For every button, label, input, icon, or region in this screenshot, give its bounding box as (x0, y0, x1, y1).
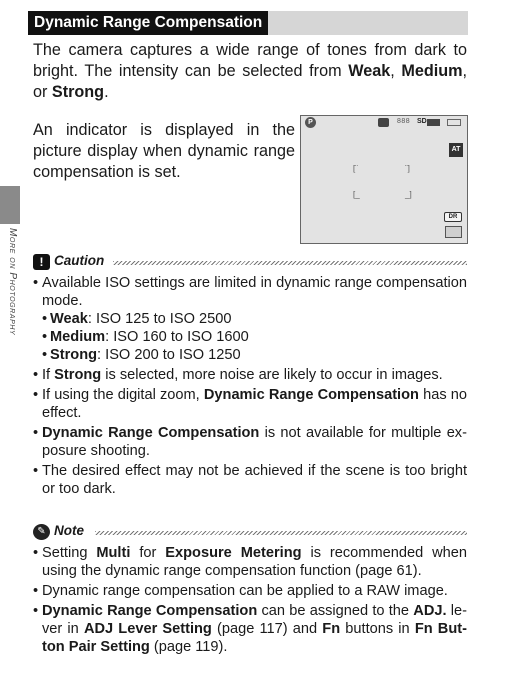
af-frame-bottom-right-icon: _] (405, 190, 412, 199)
multi-drc: Dynamic Range Compensation (42, 425, 260, 441)
intro-sep: , (390, 62, 402, 80)
list-item (33, 544, 467, 580)
assign-fn: Fn (322, 621, 341, 637)
sd-card-label: SD (417, 118, 427, 125)
af-frame-top-right-icon: ¨] (405, 164, 410, 173)
camera-icon (378, 118, 389, 127)
list-item: • Available ISO settings are limited in dynamic range compensation mode. (33, 274, 467, 310)
assign-text-c: lever in (42, 603, 467, 637)
intro-or: , or (33, 62, 467, 101)
caution-list (33, 274, 467, 498)
strong-range: : ISO 200 to ISO 1250 (97, 347, 241, 363)
indicator-paragraph: An indicator is displayed in the picture display when dynamic range compensation is set. (33, 121, 295, 181)
image-size-icon (427, 119, 440, 126)
assign-adjset: ADJ Lever Setting (83, 621, 212, 637)
caution-icon: ! (33, 254, 50, 270)
list-item (33, 366, 467, 384)
assign-text-b: can be assigned to the (257, 603, 414, 619)
list-item (33, 602, 467, 656)
list-item: • Dynamic range compensation can be applied to a RAW image. (33, 582, 467, 600)
assign-text-d: (page 117) and (211, 621, 323, 637)
intro-medium: Medium (401, 62, 463, 80)
noise-text-a: If (42, 367, 55, 383)
medium-range: : ISO 160 to ISO 1600 (105, 329, 249, 345)
medium-label: Medium (50, 329, 106, 345)
list-item: • The desired effect may not be achieved if the scene is too bright or too dark. (33, 462, 467, 498)
page-title: Dynamic Range Compensation (28, 11, 268, 35)
multi-text: is not available for multiple exposure shooting. (42, 425, 467, 459)
display-status-bar (301, 116, 467, 130)
metering-text-b: for (130, 545, 166, 561)
caution-label: Caution (54, 253, 105, 268)
chapter-tab (0, 186, 20, 224)
metering-multi: Multi (96, 545, 131, 561)
note-header (33, 524, 467, 540)
auto-white-balance-icon: AT (449, 143, 463, 157)
list-item (33, 346, 467, 364)
list-item (33, 328, 467, 346)
assign-drc: Dynamic Range Compensation (42, 603, 258, 619)
weak-range: : ISO 125 to ISO 2500 (87, 311, 232, 327)
noise-strong: Strong (54, 367, 102, 383)
intro-strong: Strong (51, 83, 105, 101)
section-header-bar (28, 11, 468, 35)
list-item (33, 424, 467, 460)
note-list (33, 544, 467, 656)
noise-text-b: is selected, more noise are likely to occur in images. (101, 367, 443, 383)
battery-icon (447, 119, 461, 126)
note-icon: ✎ (33, 524, 50, 540)
metering-text-a: Setting (42, 545, 97, 561)
list-item (33, 386, 467, 422)
note-divider (95, 531, 467, 535)
intro-end: . (104, 83, 109, 101)
assign-text-e: buttons in (340, 621, 415, 637)
metering-em: Exposure Metering (165, 545, 302, 561)
caution-header (33, 254, 467, 270)
zoom-text-a: If using the digital zoom, (42, 387, 204, 403)
assign-fnset: Fn Button Pair Setting (42, 621, 467, 655)
strong-label: Strong (50, 347, 98, 363)
af-frame-top-left-icon: [¨ (353, 164, 358, 173)
af-frame-bottom-left-icon: [_ (353, 190, 360, 199)
intro-text: The camera captures a wide range of tones from dark to bright. The intensity can be selected from (33, 41, 467, 80)
camera-display-illustration (300, 115, 468, 244)
shots-remaining: 888 (397, 118, 411, 125)
zoom-text-b: has no effect. (42, 387, 467, 421)
assign-adj: ADJ. (413, 603, 447, 619)
intro-paragraph (33, 40, 467, 103)
intro-weak: Weak (348, 62, 391, 80)
list-item (33, 310, 467, 328)
chapter-label: More on Photography (7, 228, 18, 336)
dynamic-range-indicator-icon: DR (444, 212, 462, 222)
caution-divider (113, 261, 467, 265)
exposure-meter-icon (445, 226, 462, 238)
weak-label: Weak (50, 311, 88, 327)
metering-text-c: is recommended when using the dynamic range compensation function (page 61). (42, 545, 467, 579)
assign-text-f: (page 119). (149, 639, 228, 655)
note-label: Note (54, 523, 84, 538)
camera-mode-icon: P (305, 117, 316, 128)
zoom-drc: Dynamic Range Compensation (203, 387, 419, 403)
